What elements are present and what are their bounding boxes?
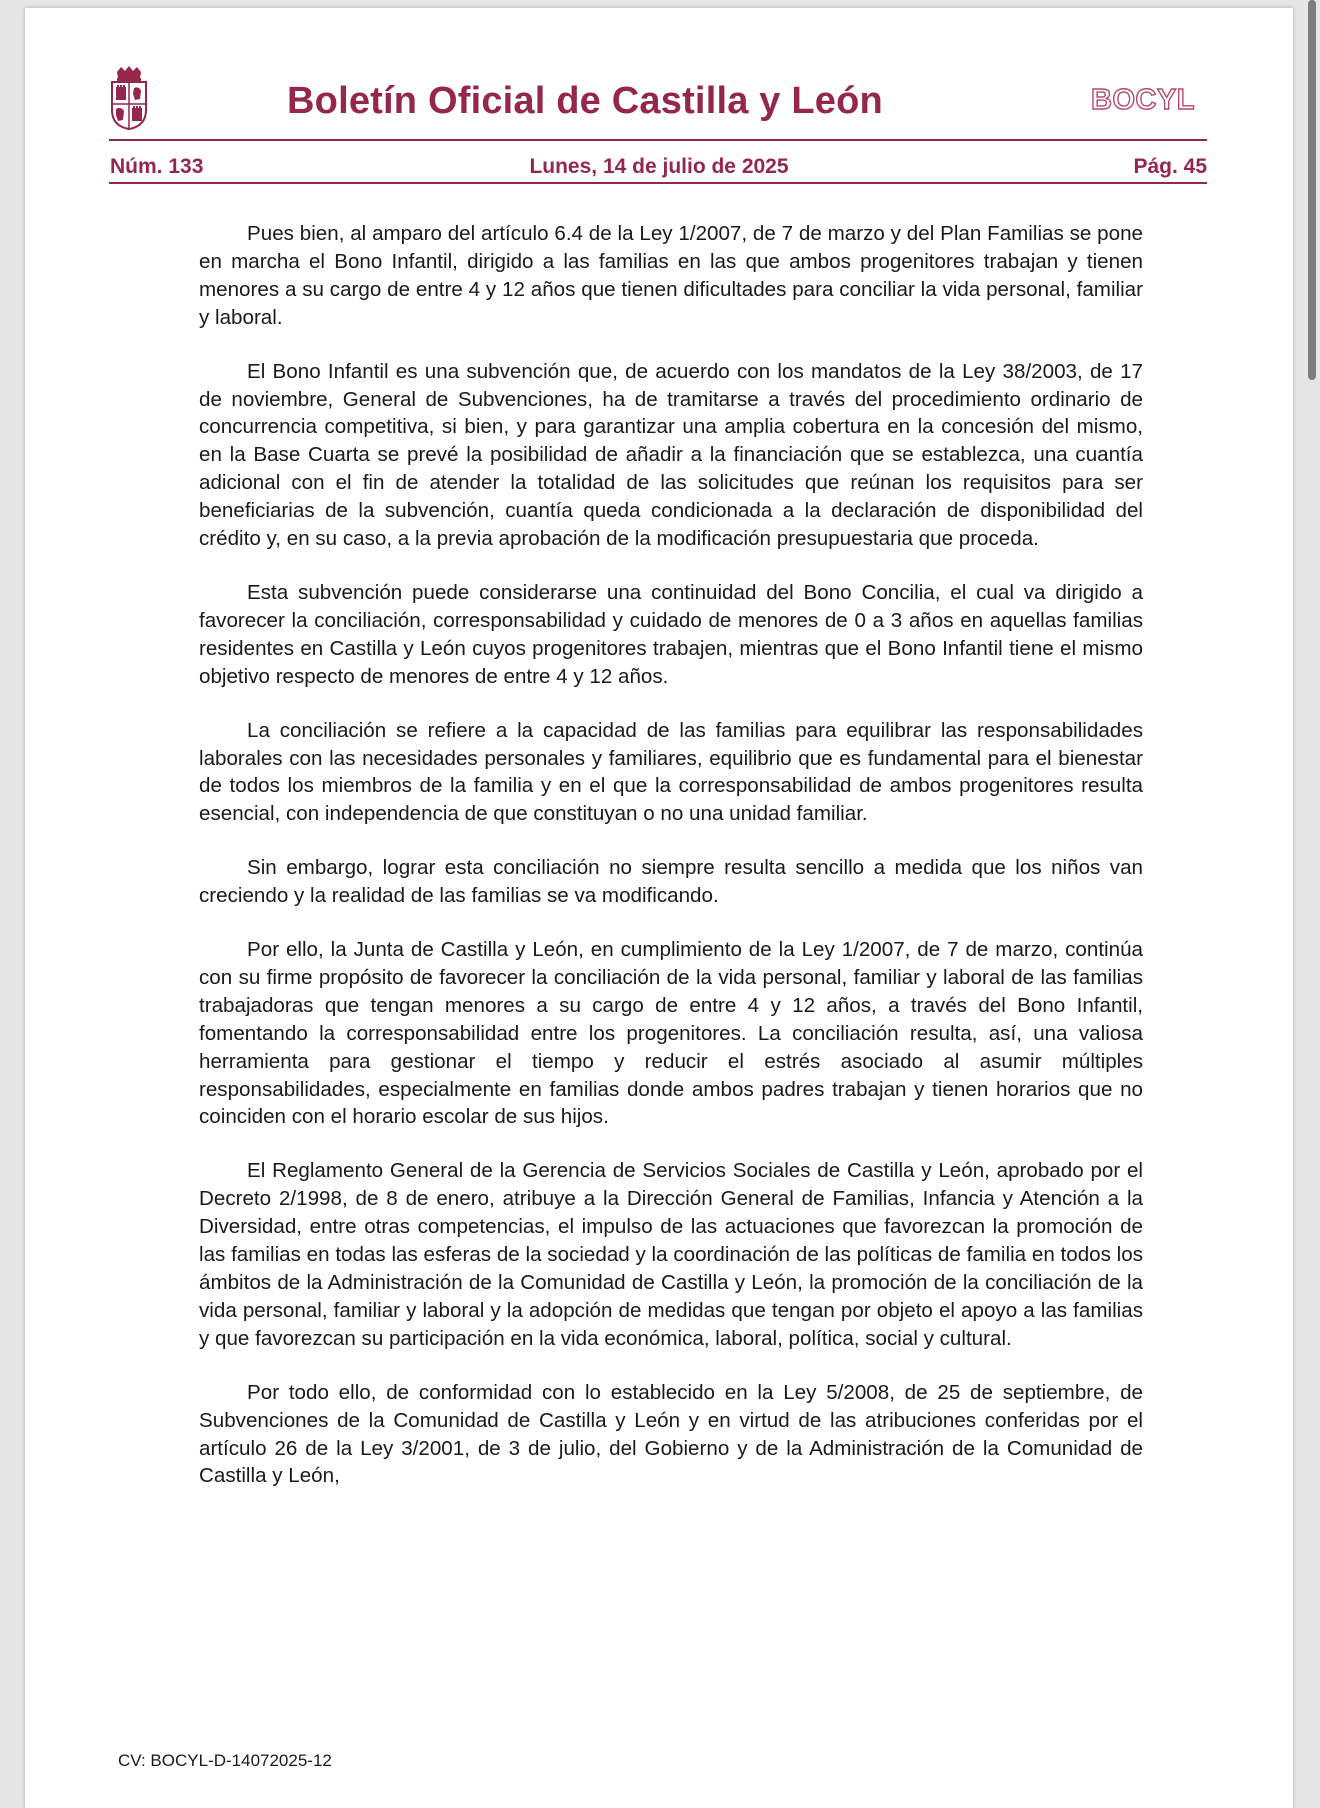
paragraph: Por ello, la Junta de Castilla y León, en cumplimiento de la Ley 1/2007, de 7 de marzo, continúa con su firme propósito de favorecer la conciliación de la vida personal, familiar y laboral de las familias trabajadoras que tengan menores a su cargo de entre 4 y 12 años, a través del Bono Infantil, fomentando la corresponsabilidad entre los progenitores. La conciliación resulta, así, una valiosa herramienta para gestionar el tiempo y reducir el estrés asociado al asumir múltiples responsabilidades, especialmente en familias donde ambos padres trabajan y tienen horarios que no coinciden con el horario escolar de sus hijos. (199, 938, 1143, 1129)
paragraph: El Reglamento General de la Gerencia de Servicios Sociales de Castilla y León, aprobado por el Decreto 2/1998, de 8 de enero, atribuye a la Dirección General de Familias, Infancia y Atención a la Diversidad, entre otras competencias, el impulso de las actuaciones que favorezcan la promoción de las familias en todas las esferas de la sociedad y la coordinación de las políticas de familia en todos los ámbitos de la Administración de la Comunidad de Castilla y León, la promoción de la conciliación de la vida personal, familiar y laboral y la adopción de medidas que tengan por objeto el apoyo a las familias y que favorezcan su participación en la vida económica, laboral, política, social y cultural. (199, 1159, 1143, 1350)
issue-date: Lunes, 14 de julio de 2025 (529, 155, 789, 178)
header-rule-top (109, 139, 1207, 141)
document-page (25, 8, 1293, 1808)
coat-of-arms-icon (109, 66, 149, 130)
verification-code: CV: BOCYL-D-14072025-12 (118, 1751, 332, 1770)
paragraph: Pues bien, al amparo del artículo 6.4 de la Ley 1/2007, de 7 de marzo y del Plan Familias se pone en marcha el Bono Infantil, dirigido a las familias en las que ambos progenitores trabajan y tienen menores a su cargo de entre 4 y 12 años que tienen dificultades para conciliar la vida personal, familiar y laboral. (199, 222, 1143, 329)
paragraph: Por todo ello, de conformidad con lo establecido en la Ley 5/2008, de 25 de septiembre, de Subvenciones de la Comunidad de Castilla y León y en virtud de las atribuciones conferidas por el artículo 26 de la Ley 3/2001, de 3 de julio, del Gobierno y de la Administración de la Comunidad de Castilla y León, (199, 1380, 1143, 1488)
paragraph: La conciliación se refiere a la capacidad de las familias para equilibrar las responsabilidades laborales con las necesidades personales y familiares, equilibrio que es fundamental para el bienestar de todos los miembros de la familia y en el que la corresponsabilidad de ambos progenitores resulta esencial, con independencia de que constituyan o no una unidad familiar. (199, 718, 1143, 826)
paragraph: Esta subvención puede considerarse una continuidad del Bono Concilia, el cual va dirigido a favorecer la conciliación, corresponsabilidad y cuidado de menores de 0 a 3 años en aquellas familias residentes en Castilla y León cuyos progenitores trabajen, mientras que el Bono Infantil tiene el mismo objetivo respecto de menores de entre 4 y 12 años. (199, 580, 1143, 688)
header-rule-bottom (109, 182, 1207, 184)
bocyl-logo: BOCYL (1091, 84, 1195, 116)
page-number: Pág. 45 (1133, 155, 1207, 178)
document-body (199, 220, 1143, 1516)
paragraph: Sin embargo, lograr esta conciliación no siempre resulta sencillo a medida que los niños van creciendo y la realidad de las familias se va modificando. (199, 856, 1143, 908)
scrollbar-thumb[interactable] (1308, 0, 1316, 380)
bulletin-title: Boletín Oficial de Castilla y León (287, 80, 883, 122)
issue-number: Núm. 133 (110, 155, 204, 178)
paragraph: El Bono Infantil es una subvención que, de acuerdo con los mandatos de la Ley 38/2003, de 17 de noviembre, General de Subvenciones, ha de tramitarse a través del procedimiento ordinario de concurrencia competitiva, si bien, y para garantizar una amplia cobertura en la concesión del mismo, en la Base Cuarta se prevé la posibilidad de añadir a la financiación que se establezca, una cuantía adicional con el fin de atender la totalidad de las solicitudes que reúnan los requisitos para ser beneficiarias de la subvención, cuantía queda condicionada a la declaración de disponibilidad del crédito y, en su caso, a la previa aprobación de la modificación presupuestaria que proceda. (199, 359, 1143, 551)
